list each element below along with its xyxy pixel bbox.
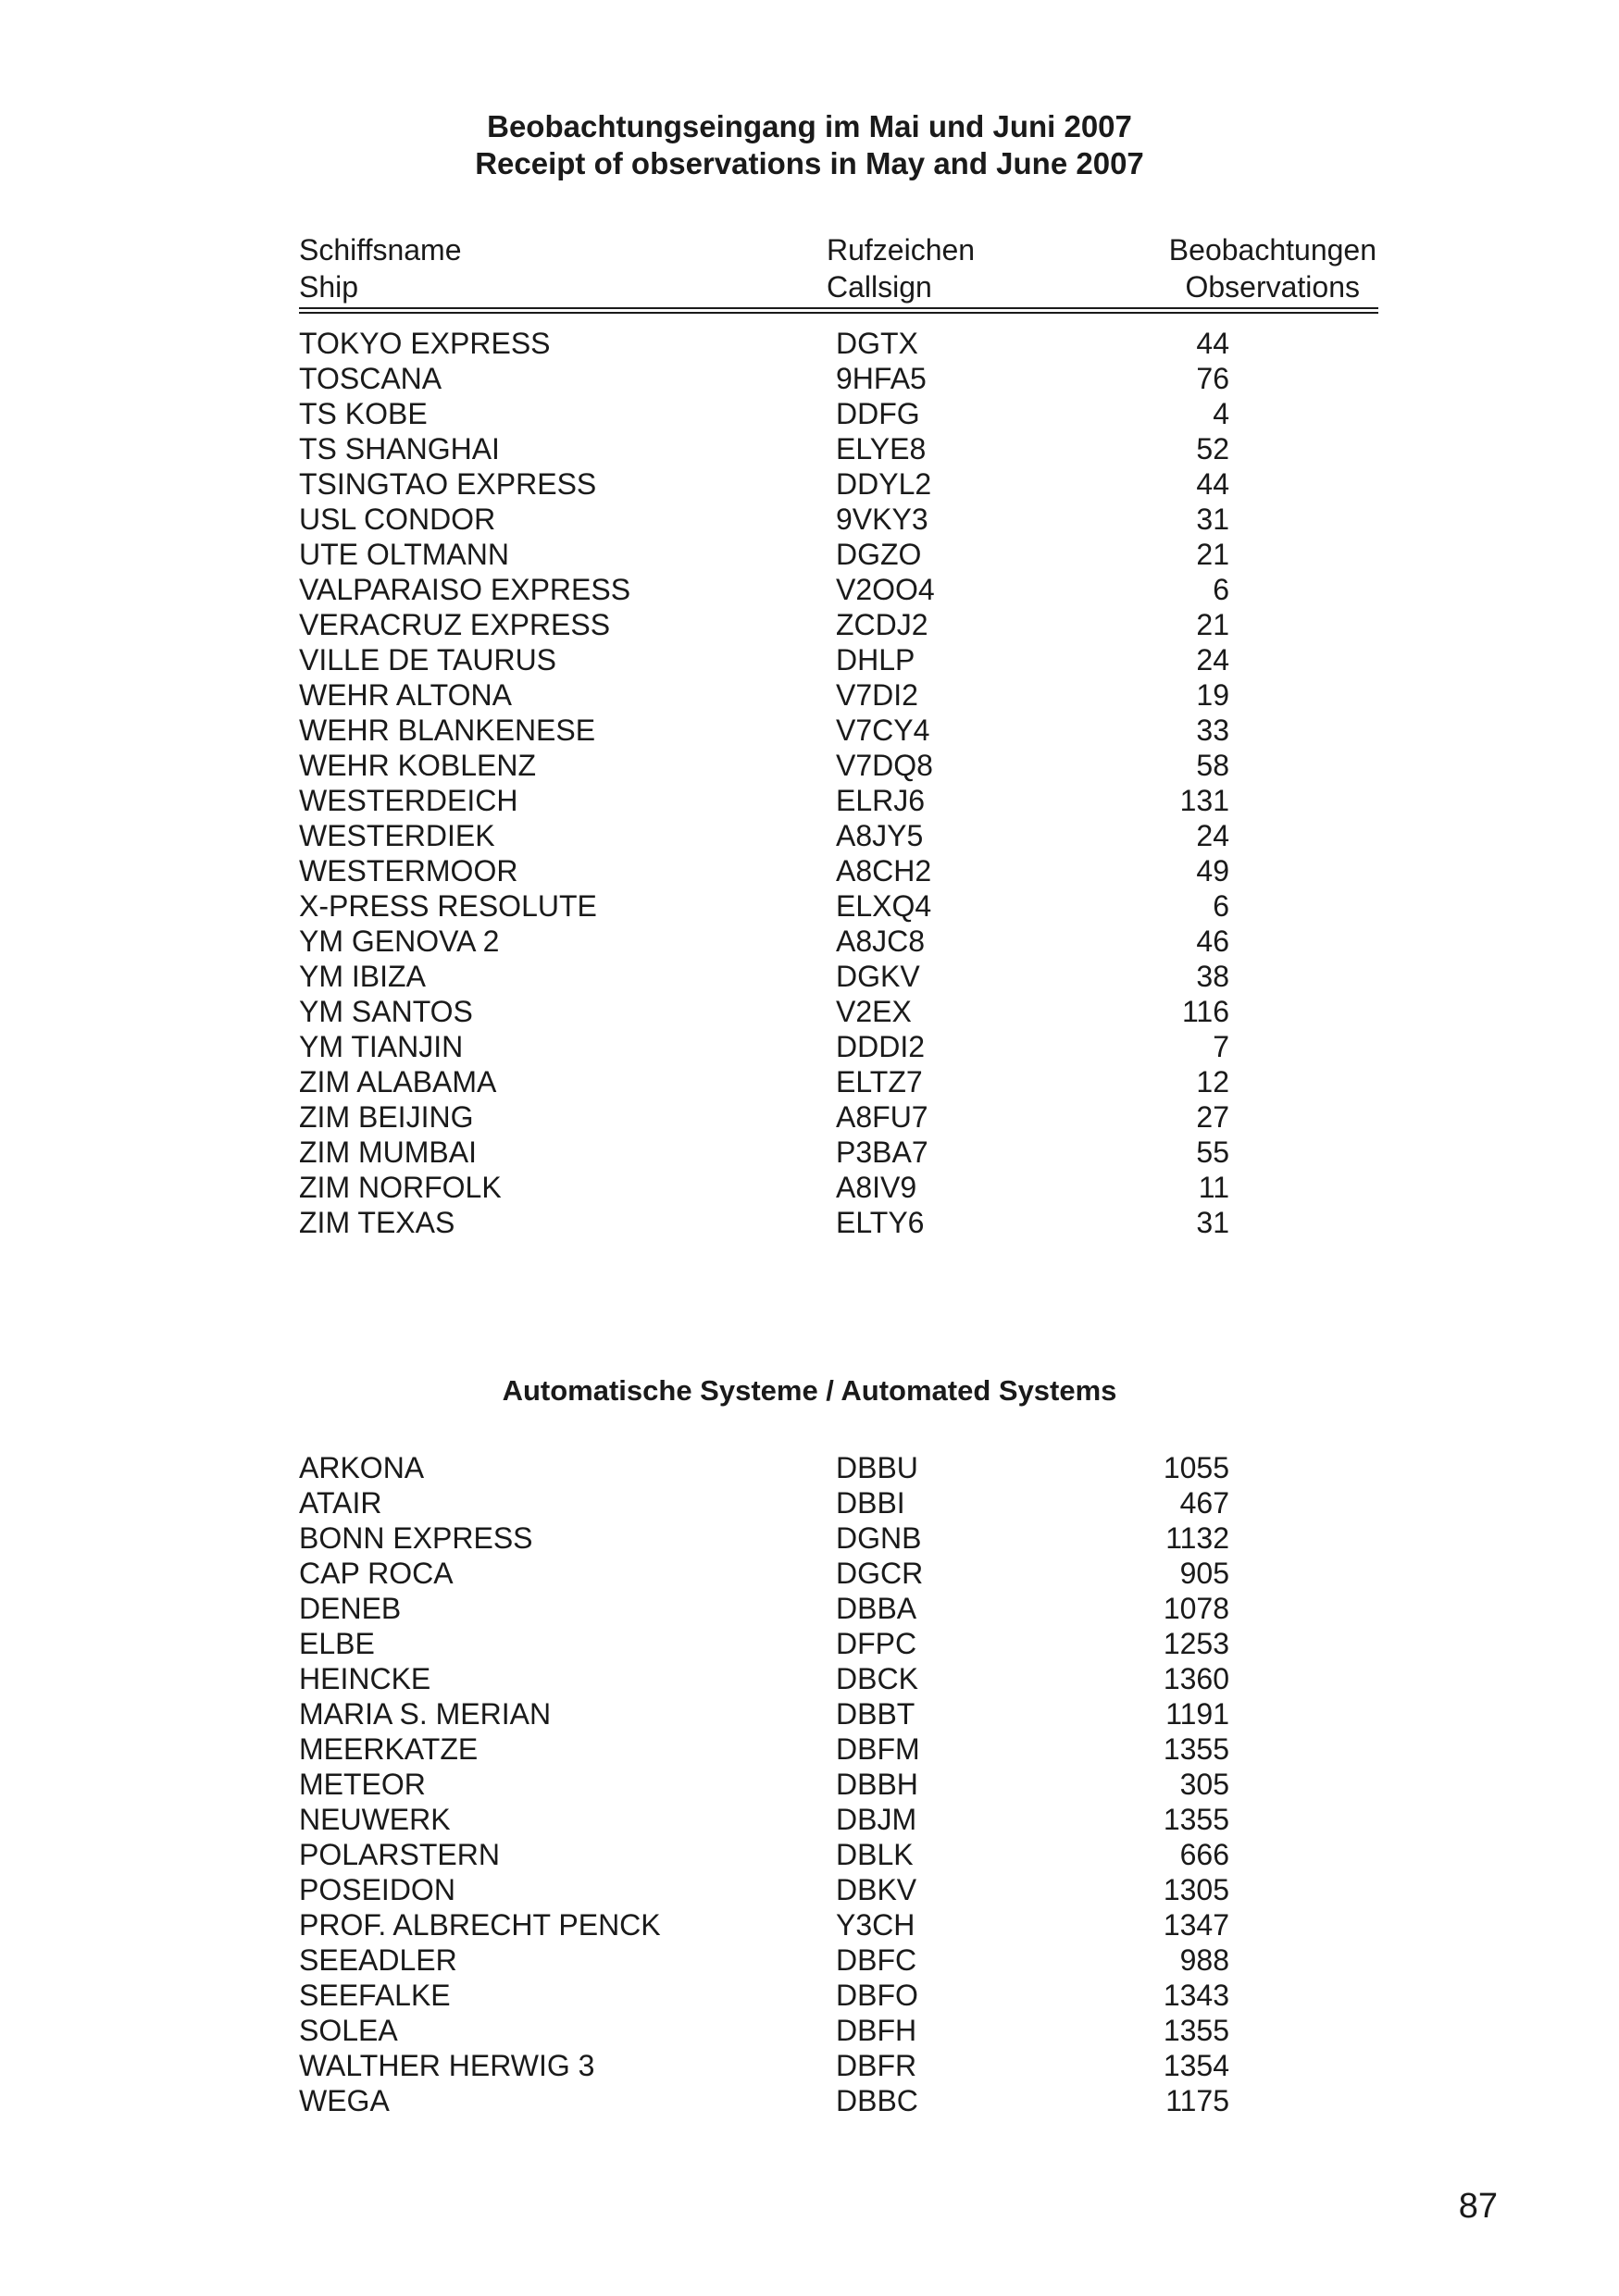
observations-cell: 1305 <box>1163 1873 1229 1906</box>
observations-cell: 1360 <box>1163 1662 1229 1695</box>
table-row <box>0 396 1619 431</box>
observations-cell: 12 <box>1196 1065 1229 1098</box>
ship-name-cell: TSINGTAO EXPRESS <box>299 467 597 501</box>
callsign-cell: DBBU <box>836 1451 918 1484</box>
table-row <box>0 783 1619 818</box>
observations-cell: 58 <box>1196 749 1229 782</box>
observations-cell: 6 <box>1213 889 1229 923</box>
callsign-cell: DBBC <box>836 2084 918 2117</box>
observations-cell: 666 <box>1179 1838 1229 1871</box>
callsign-cell: V7DI2 <box>836 678 918 712</box>
ship-name-cell: ZIM BEIJING <box>299 1100 474 1134</box>
ship-name-cell: DENEB <box>299 1592 402 1625</box>
callsign-cell: V2OO4 <box>836 573 935 606</box>
observations-cell: 21 <box>1196 538 1229 571</box>
observations-cell: 44 <box>1196 467 1229 501</box>
table-row <box>0 642 1619 677</box>
table-row <box>0 1556 1619 1591</box>
callsign-cell: DGZO <box>836 538 922 571</box>
header-divider-line-second <box>299 312 1378 314</box>
table-row <box>0 466 1619 502</box>
observations-cell: 33 <box>1196 714 1229 747</box>
callsign-cell: DGNB <box>836 1521 922 1555</box>
callsign-cell: DBFH <box>836 2014 917 2047</box>
ship-name-cell: ARKONA <box>299 1451 425 1484</box>
header-callsign-english: Callsign <box>827 270 932 304</box>
callsign-cell: A8CH2 <box>836 854 932 887</box>
ship-name-cell: WEHR ALTONA <box>299 678 512 712</box>
observations-cell: 1175 <box>1165 2084 1229 2117</box>
ship-name-cell: WALTHER HERWIG 3 <box>299 2049 595 2082</box>
ship-name-cell: TOSCANA <box>299 362 442 395</box>
ship-name-cell: YM SANTOS <box>299 995 473 1028</box>
observations-cell: 1253 <box>1163 1627 1229 1660</box>
observations-cell: 1191 <box>1165 1697 1229 1731</box>
header-ship-name-german: Schiffsname <box>299 233 462 267</box>
callsign-cell: DBFO <box>836 1979 918 2012</box>
observations-cell: 44 <box>1196 327 1229 360</box>
callsign-cell: 9VKY3 <box>836 503 928 536</box>
table-row <box>0 677 1619 713</box>
callsign-cell: DDYL2 <box>836 467 932 501</box>
table-row <box>0 1520 1619 1556</box>
ship-name-cell: SEEADLER <box>299 1943 457 1977</box>
ship-name-cell: ZIM MUMBAI <box>299 1136 477 1169</box>
observations-cell: 1355 <box>1163 1732 1229 1766</box>
ship-name-cell: MEERKATZE <box>299 1732 479 1766</box>
callsign-cell: ZCDJ2 <box>836 608 928 641</box>
table-row <box>0 502 1619 537</box>
callsign-cell: ELXQ4 <box>836 889 932 923</box>
table-row <box>0 1731 1619 1767</box>
callsign-cell: DHLP <box>836 643 915 676</box>
callsign-cell: DBBA <box>836 1592 917 1625</box>
callsign-cell: DBKV <box>836 1873 917 1906</box>
ship-name-cell: TOKYO EXPRESS <box>299 327 551 360</box>
observations-cell: 1347 <box>1163 1908 1229 1942</box>
ship-name-cell: SEEFALKE <box>299 1979 451 2012</box>
ship-name-cell: ATAIR <box>299 1486 382 1520</box>
table-row <box>0 748 1619 783</box>
observations-cell: 1132 <box>1165 1521 1229 1555</box>
ship-name-cell: WEHR BLANKENESE <box>299 714 596 747</box>
ship-name-cell: METEOR <box>299 1768 426 1801</box>
observations-cell: 988 <box>1179 1943 1229 1977</box>
callsign-cell: DDFG <box>836 397 920 430</box>
ship-name-cell: PROF. ALBRECHT PENCK <box>299 1908 661 1942</box>
observations-cell: 6 <box>1213 573 1229 606</box>
ship-name-cell: YM IBIZA <box>299 960 426 993</box>
ship-name-cell: HEINCKE <box>299 1662 431 1695</box>
table-row <box>0 361 1619 396</box>
ship-name-cell: UTE OLTMANN <box>299 538 509 571</box>
observations-cell: 116 <box>1181 995 1229 1028</box>
callsign-cell: A8IV9 <box>836 1171 917 1204</box>
header-divider-line <box>299 307 1378 309</box>
callsign-cell: DBFC <box>836 1943 917 1977</box>
table-row <box>0 1591 1619 1626</box>
callsign-cell: DBBT <box>836 1697 915 1731</box>
header-observations-german: Beobachtungen <box>1168 233 1376 267</box>
observations-cell: 27 <box>1196 1100 1229 1134</box>
observations-cell: 305 <box>1179 1768 1229 1801</box>
table-row <box>0 1872 1619 1907</box>
table-row <box>0 537 1619 572</box>
ship-name-cell: BONN EXPRESS <box>299 1521 533 1555</box>
ships-table <box>0 326 1619 1240</box>
table-row <box>0 853 1619 888</box>
observations-cell: 31 <box>1196 503 1229 536</box>
ship-name-cell: WEGA <box>299 2084 390 2117</box>
table-row <box>0 1626 1619 1661</box>
table-row <box>0 818 1619 853</box>
ship-name-cell: YM GENOVA 2 <box>299 925 500 958</box>
callsign-cell: A8JC8 <box>836 925 926 958</box>
ship-name-cell: VALPARAISO EXPRESS <box>299 573 631 606</box>
observations-cell: 1055 <box>1163 1451 1229 1484</box>
ship-name-cell: CAP ROCA <box>299 1557 454 1590</box>
callsign-cell: A8JY5 <box>836 819 924 852</box>
ship-name-cell: YM TIANJIN <box>299 1030 464 1063</box>
callsign-cell: ELRJ6 <box>836 784 926 817</box>
callsign-cell: DBLK <box>836 1838 914 1871</box>
ship-name-cell: POSEIDON <box>299 1873 455 1906</box>
callsign-cell: DBBI <box>836 1486 905 1520</box>
ship-name-cell: WESTERMOOR <box>299 854 518 887</box>
callsign-cell: DBFM <box>836 1732 920 1766</box>
ship-name-cell: TS SHANGHAI <box>299 432 500 465</box>
callsign-cell: DDDI2 <box>836 1030 926 1063</box>
table-row <box>0 1696 1619 1731</box>
table-row <box>0 888 1619 924</box>
page-title-english: Receipt of observations in May and June 2007 <box>475 146 1144 180</box>
ship-name-cell: ZIM NORFOLK <box>299 1171 502 1204</box>
header-ship-name-english: Ship <box>299 270 359 304</box>
table-row <box>0 1170 1619 1205</box>
callsign-cell: V7DQ8 <box>836 749 933 782</box>
table-row <box>0 2013 1619 2048</box>
table-row <box>0 1942 1619 1978</box>
observations-cell: 7 <box>1213 1030 1229 1063</box>
observations-cell: 4 <box>1213 397 1229 430</box>
observations-cell: 1343 <box>1163 1979 1229 2012</box>
callsign-cell: DFPC <box>836 1627 917 1660</box>
ship-name-cell: USL CONDOR <box>299 503 496 536</box>
table-row <box>0 572 1619 607</box>
observations-cell: 467 <box>1179 1486 1229 1520</box>
ship-name-cell: ELBE <box>299 1627 375 1660</box>
ship-name-cell: POLARSTERN <box>299 1838 500 1871</box>
observations-cell: 131 <box>1179 784 1229 817</box>
observations-cell: 905 <box>1179 1557 1229 1590</box>
ship-name-cell: SOLEA <box>299 2014 398 2047</box>
ship-name-cell: ZIM ALABAMA <box>299 1065 497 1098</box>
table-row <box>0 326 1619 361</box>
callsign-cell: DGKV <box>836 960 920 993</box>
callsign-cell: DBJM <box>836 1803 917 1836</box>
page-number: 87 <box>1458 2187 1498 2226</box>
ship-name-cell: ZIM TEXAS <box>299 1206 455 1239</box>
callsign-cell: DBBH <box>836 1768 918 1801</box>
table-row <box>0 1029 1619 1064</box>
callsign-cell: DBFR <box>836 2049 917 2082</box>
observations-cell: 1355 <box>1163 2014 1229 2047</box>
ship-name-cell: VERACRUZ EXPRESS <box>299 608 611 641</box>
observations-cell: 1355 <box>1163 1803 1229 1836</box>
observations-cell: 31 <box>1196 1206 1229 1239</box>
table-row <box>0 713 1619 748</box>
table-row <box>0 994 1619 1029</box>
automated-systems-heading: Automatische Systeme / Automated Systems <box>502 1374 1117 1407</box>
table-row <box>0 1767 1619 1802</box>
callsign-cell: V2EX <box>836 995 912 1028</box>
observations-cell: 19 <box>1196 678 1229 712</box>
ship-name-cell: MARIA S. MERIAN <box>299 1697 552 1731</box>
callsign-cell: V7CY4 <box>836 714 930 747</box>
observations-cell: 55 <box>1196 1136 1229 1169</box>
callsign-cell: ELTZ7 <box>836 1065 923 1098</box>
observations-cell: 24 <box>1196 819 1229 852</box>
callsign-cell: A8FU7 <box>836 1100 928 1134</box>
table-row <box>0 1205 1619 1240</box>
callsign-cell: DBCK <box>836 1662 918 1695</box>
table-row <box>0 607 1619 642</box>
header-observations-english: Observations <box>1185 270 1360 304</box>
callsign-cell: ELTY6 <box>836 1206 925 1239</box>
table-row <box>0 431 1619 466</box>
ship-name-cell: X-PRESS RESOLUTE <box>299 889 597 923</box>
observations-cell: 46 <box>1196 925 1229 958</box>
table-row <box>0 1064 1619 1099</box>
header-callsign-german: Rufzeichen <box>827 233 976 267</box>
ship-name-cell: NEUWERK <box>299 1803 451 1836</box>
observations-cell: 38 <box>1196 960 1229 993</box>
table-row <box>0 1802 1619 1837</box>
ship-name-cell: WESTERDEICH <box>299 784 518 817</box>
callsign-cell: P3BA7 <box>836 1136 928 1169</box>
callsign-cell: Y3CH <box>836 1908 915 1942</box>
table-row <box>0 1135 1619 1170</box>
observations-cell: 52 <box>1196 432 1229 465</box>
table-row <box>0 924 1619 959</box>
observations-cell: 1078 <box>1163 1592 1229 1625</box>
table-row <box>0 1485 1619 1520</box>
table-row <box>0 1099 1619 1135</box>
ship-name-cell: WEHR KOBLENZ <box>299 749 537 782</box>
table-row <box>0 1837 1619 1872</box>
callsign-cell: DGTX <box>836 327 918 360</box>
ship-name-cell: VILLE DE TAURUS <box>299 643 557 676</box>
table-row <box>0 1450 1619 1485</box>
automated-systems-table <box>0 1450 1619 2118</box>
table-row <box>0 1907 1619 1942</box>
ship-name-cell: WESTERDIEK <box>299 819 495 852</box>
observations-cell: 49 <box>1196 854 1229 887</box>
callsign-cell: 9HFA5 <box>836 362 927 395</box>
table-row <box>0 959 1619 994</box>
table-row <box>0 2083 1619 2118</box>
ship-name-cell: TS KOBE <box>299 397 428 430</box>
observations-cell: 76 <box>1196 362 1229 395</box>
observations-cell: 11 <box>1198 1171 1229 1204</box>
table-row <box>0 1661 1619 1696</box>
table-row <box>0 2048 1619 2083</box>
callsign-cell: ELYE8 <box>836 432 927 465</box>
observations-cell: 24 <box>1196 643 1229 676</box>
observations-cell: 21 <box>1196 608 1229 641</box>
observations-cell: 1354 <box>1163 2049 1229 2082</box>
page-title-german: Beobachtungseingang im Mai und Juni 2007 <box>487 109 1132 143</box>
table-row <box>0 1978 1619 2013</box>
callsign-cell: DGCR <box>836 1557 924 1590</box>
